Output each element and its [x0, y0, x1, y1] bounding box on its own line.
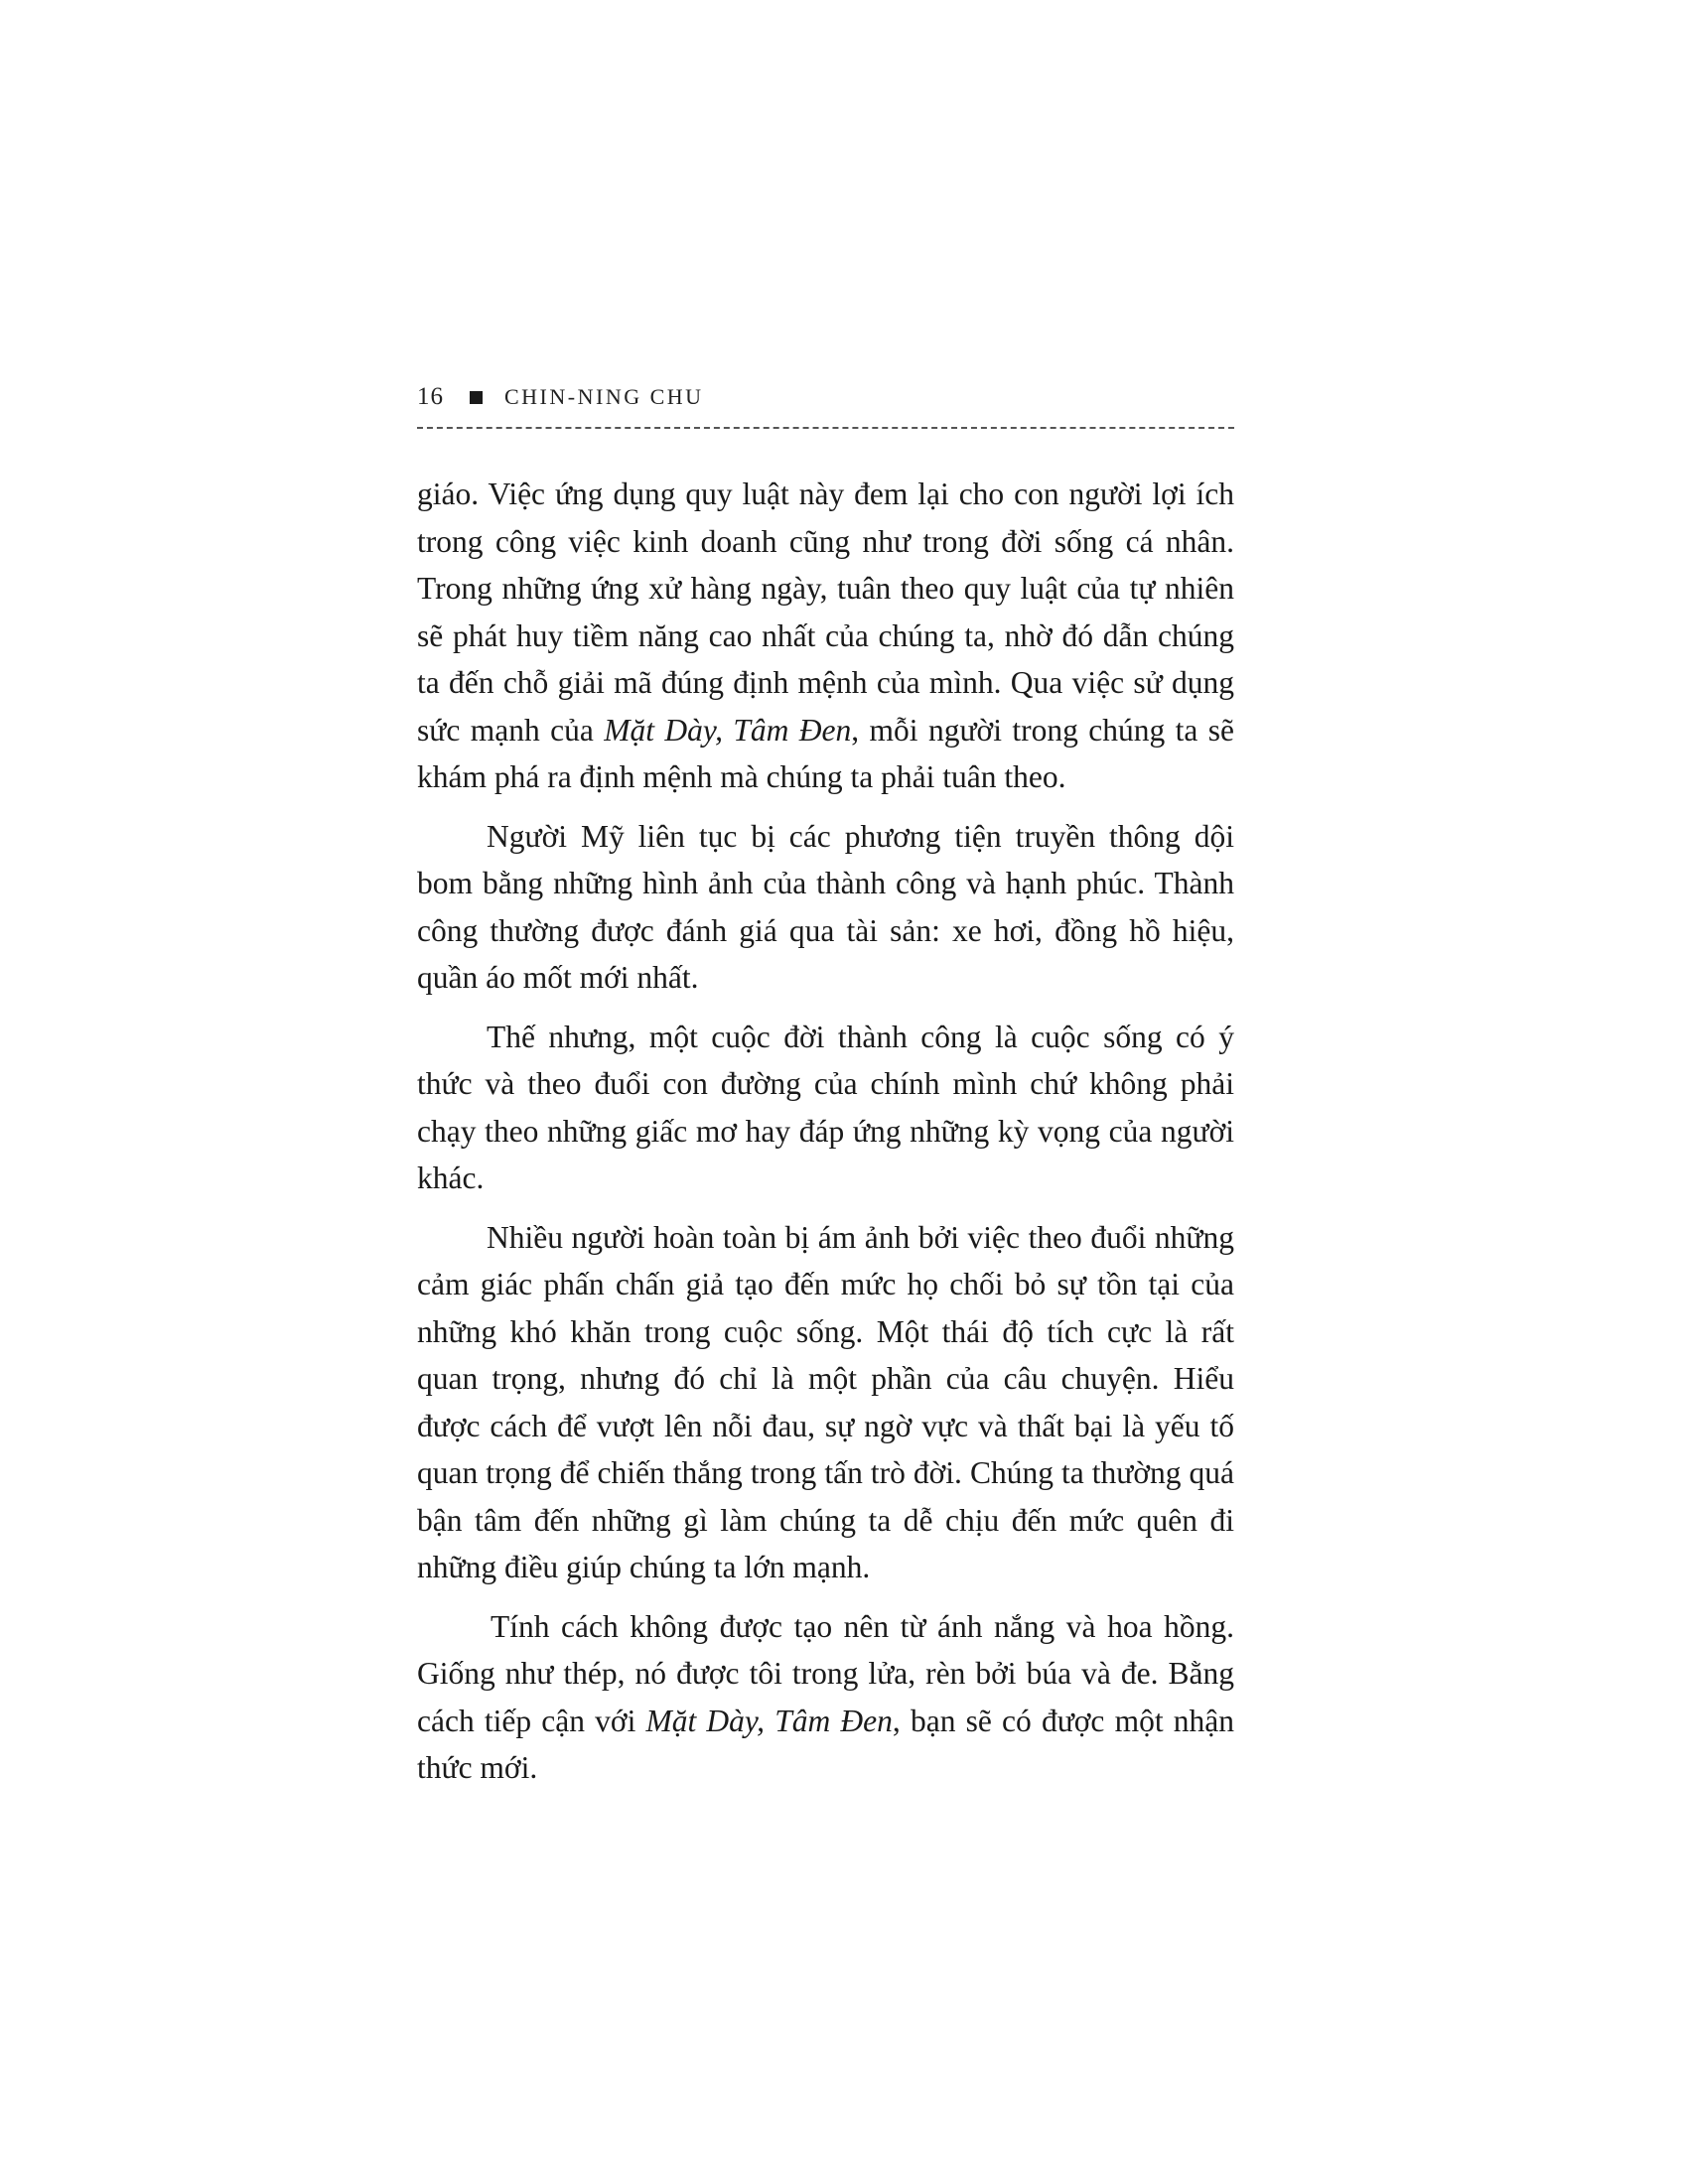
- paragraph-5: [417, 1603, 1234, 1792]
- paragraph-5-text-b: , bạn sẽ có được một nhận thức mới.: [417, 1703, 1234, 1785]
- body-text: [417, 471, 1234, 1792]
- square-bullet-icon: [470, 391, 483, 404]
- paragraph-1-text-a: giáo. Việc ứng dụng quy luật này đem lại cho con người lợi ích trong công việc kinh doanh cũng như trong đời sống cá nhân. Trong những ứng xử hàng ngày, tuân theo quy luật của tự nhiên sẽ phát huy tiềm năng cao nhất của chúng ta, nhờ đó dẫn chúng ta đến chỗ giải mã đúng định mệnh của mình. Qua việc sử dụng sức mạnh của: [417, 477, 1234, 748]
- book-page: [417, 377, 1234, 1804]
- paragraph-2: Người Mỹ liên tục bị các phương tiện truyền thông dội bom bằng những hình ảnh của thành công và hạnh phúc. Thành công thường được đánh giá qua tài sản: xe hơi, đồng hồ hiệu, quần áo mốt mới nhất.: [417, 818, 1234, 995]
- running-header: [417, 377, 1234, 417]
- paragraph-5-text-a: Tính cách không được tạo nên từ ánh nắng và hoa hồng. Giống như thép, nó được tôi trong lửa, rèn bởi búa và đe. Bằng cách tiếp cận với: [417, 1608, 1234, 1738]
- book-title-italic: Mặt Dày, Tâm Đen: [645, 1703, 893, 1738]
- page-number: 16: [417, 383, 444, 410]
- book-title-italic: Mặt Dày, Tâm Đen: [604, 712, 852, 748]
- paragraph-1: [417, 471, 1234, 801]
- paragraph-1-text-b: , mỗi người trong chúng ta sẽ khám phá ra định mệnh mà chúng ta phải tuân theo.: [417, 712, 1234, 794]
- running-header-author: CHIN-NING CHU: [504, 384, 704, 409]
- header-divider: [417, 427, 1234, 429]
- paragraph-4: Nhiều người hoàn toàn bị ám ảnh bởi việc theo đuổi những cảm giác phấn chấn giả tạo đến mức họ chối bỏ sự tồn tại của những khó khăn trong cuộc sống. Một thái độ tích cực là rất quan trọng, nhưng đó chỉ là một phần của câu chuyện. Hiểu được cách để vượt lên nỗi đau, sự ngờ vực và thất bại là yếu tố quan trọng để chiến thắng trong tấn trò đời. Chúng ta thường quá bận tâm đến những gì làm chúng ta dễ chịu đến mức quên đi những điều giúp chúng ta lớn mạnh.: [417, 1219, 1234, 1584]
- paragraph-3: Thế nhưng, một cuộc đời thành công là cuộc sống có ý thức và theo đuổi con đường của chính mình chứ không phải chạy theo những giấc mơ hay đáp ứng những kỳ vọng của người khác.: [417, 1019, 1234, 1195]
